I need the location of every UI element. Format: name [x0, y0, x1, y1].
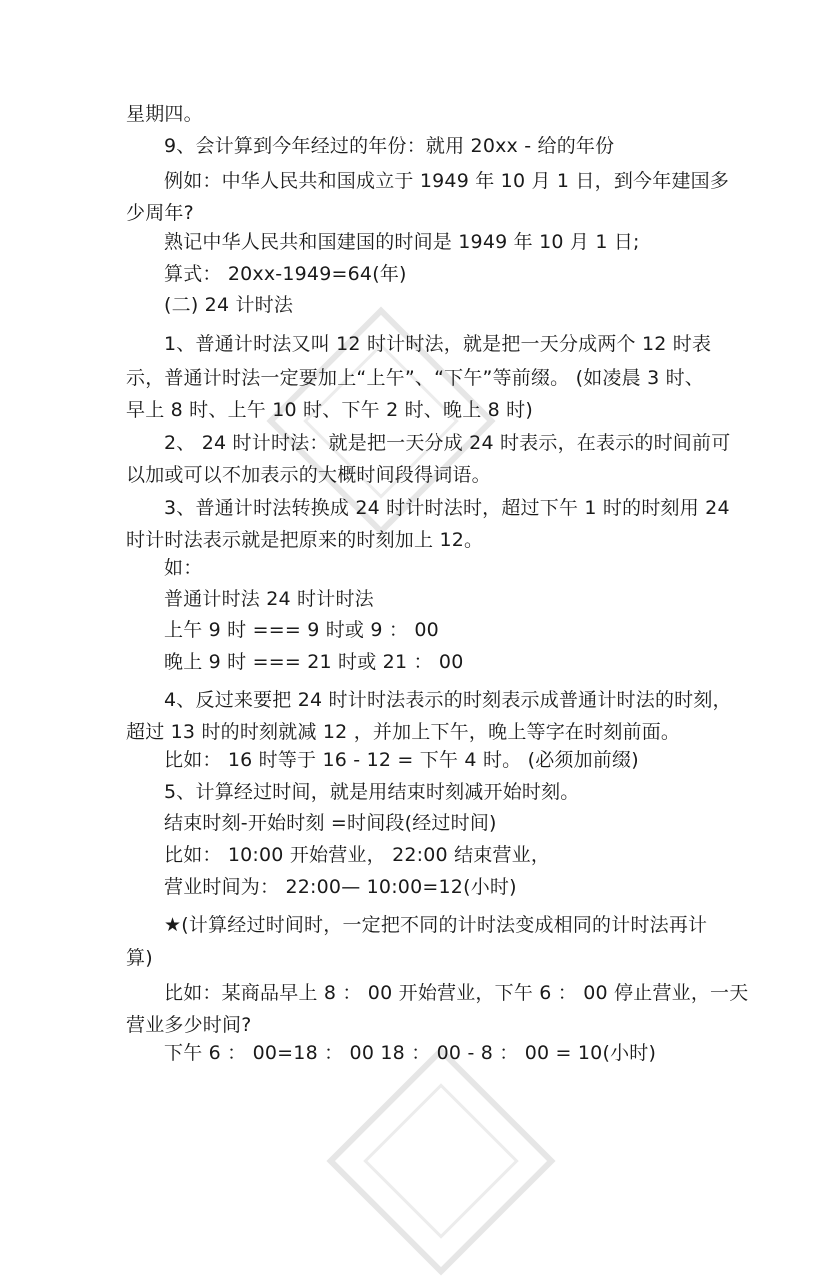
text-line: 比如： 10:00 开始营业， 22:00 结束营业， [164, 844, 551, 866]
text-line: ★(计算经过时间时，一定把不同的计时法变成相同的计时法再计 [164, 914, 708, 936]
text-line: 算式： 20xx-1949=64(年) [164, 263, 407, 285]
text-line: 例如：中华人民共和国成立于 1949 年 10 月 1 日，到今年建国多 [164, 170, 730, 192]
text-line: 示，普通计时法一定要加上“上午”、“下午”等前缀。 (如凌晨 3 时、 [126, 367, 704, 389]
text-line: 早上 8 时、上午 10 时、下午 2 时、晚上 8 时) [126, 399, 533, 421]
text-line: 比如：某商品早上 8 ： 00 开始营业，下午 6 ： 00 停止营业，一天 [164, 982, 749, 1004]
text-line: 少周年? [126, 202, 194, 224]
text-line: 普通计时法 24 时计时法 [164, 588, 374, 610]
text-line: 时计时法表示就是把原来的时刻加上 12。 [126, 529, 484, 551]
text-line: 营业多少时间? [126, 1014, 252, 1036]
text-line: 熟记中华人民共和国建国的时间是 1949 年 10 月 1 日; [164, 231, 640, 253]
text-line: 结束时刻-开始时刻 =时间段(经过时间) [164, 812, 497, 834]
text-line: 晚上 9 时 === 21 时或 21 ： 00 [164, 651, 464, 673]
text-line: 算) [126, 947, 153, 969]
section-heading: (二) 24 计时法 [164, 294, 294, 316]
text-line: 1、普通计时法又叫 12 时计时法，就是把一天分成两个 12 时表 [164, 333, 712, 355]
text-line: 超过 13 时的时刻就减 12 ，并加上下午，晚上等字在时刻前面。 [126, 721, 681, 743]
text-line: 营业时间为： 22:00— 10:00=12(小时) [164, 876, 517, 898]
text-line: 5、计算经过时间，就是用结束时刻减开始时刻。 [164, 781, 580, 803]
text-line: 星期四。 [126, 103, 203, 125]
text-line: 比如： 16 时等于 16 - 12 = 下午 4 时。 (必须加前缀) [164, 749, 639, 771]
text-line: 如： [164, 557, 203, 579]
text-line: 下午 6 ： 00=18 ： 00 18 ： 00 - 8 ： 00 = 10(小时) [164, 1042, 657, 1064]
text-line: 2、 24 时计时法：就是把一天分成 24 时表示，在表示的时间前可 [164, 432, 731, 454]
text-line: 9、会计算到今年经过的年份：就用 20xx - 给的年份 [164, 135, 615, 157]
watermark-logo [326, 1046, 555, 1275]
text-line: 上午 9 时 === 9 时或 9 ： 00 [164, 619, 439, 641]
text-line: 3、普通计时法转换成 24 时计时法时，超过下午 1 时的时刻用 24 [164, 497, 730, 519]
text-line: 以加或可以不加表示的大概时间段得词语。 [126, 464, 491, 486]
text-line: 4、反过来要把 24 时计时法表示的时刻表示成普通计时法的时刻， [164, 689, 732, 711]
